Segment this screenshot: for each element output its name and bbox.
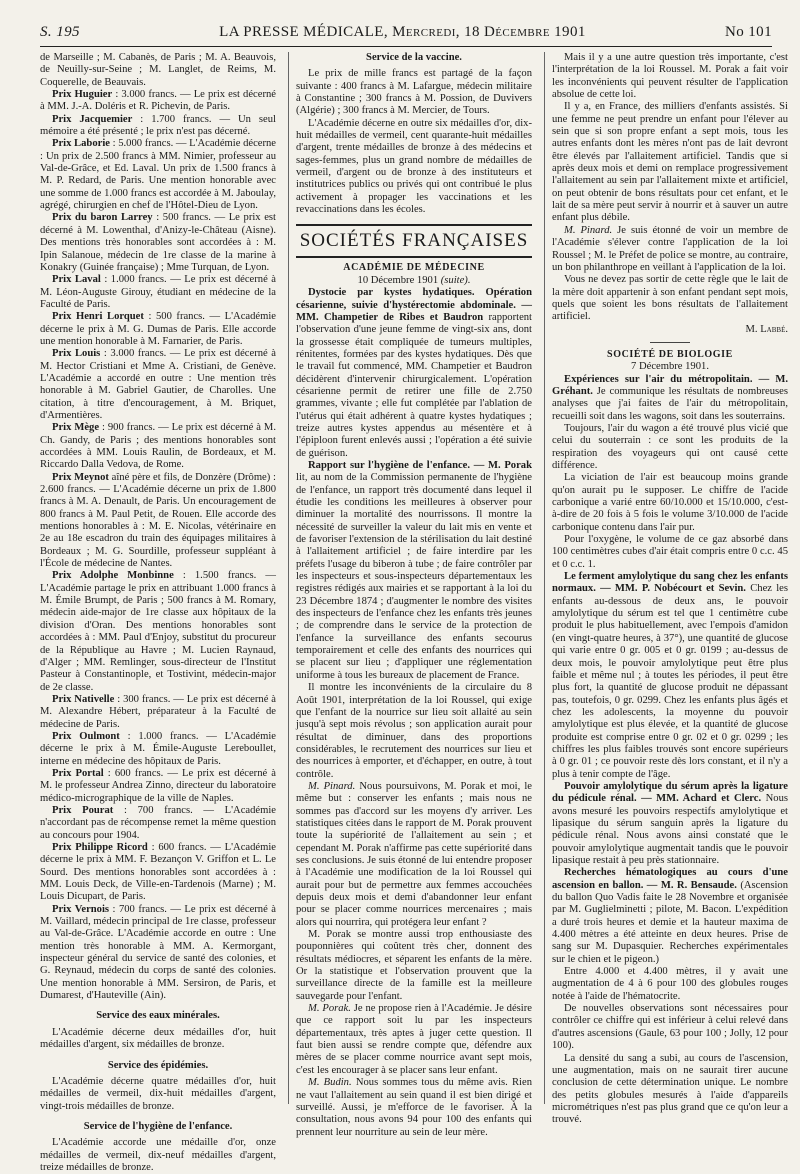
prize-entry	[40, 768, 276, 805]
communication-text: (Ascension du ballon Quo Vadis faite le 28 Novembre et organisée par M. Guglielminetti ; pilote, M. Bacon. L'expédition a duré trois heures et demie et la hauteur maxima de 4.400 mètres a été atteinte en deux heures. Prise de sang sur M. Dupasquier. Recherches expérimentales sur le chien et le pigeon.)	[552, 879, 788, 965]
prize-name: Prix Laval	[52, 274, 101, 286]
communication	[296, 460, 532, 682]
date-text: 10 Décembre 1901	[357, 274, 441, 286]
prize-entry	[40, 348, 276, 422]
date-suffix: (suite).	[440, 274, 471, 286]
prize-entry	[40, 904, 276, 1003]
column-right	[552, 52, 788, 1126]
prize-entry	[40, 570, 276, 693]
prize-text: : 600 francs. — L'Académie décerne le prix à MM. F. Bezançon V. Griffon et L. Le Sourd. Des mentions honorables sont accordées à : MM. Louis Deck, de Ville-en-Tardenois (Marne) ; M. Louis Dicupart, de Paris.	[40, 842, 276, 903]
communication-text: Je communique les résultats de nombreuses analyses que j'ai faites de l'air du métropolitain, recueilli soit dans les wagons, soit dans les souterrains.	[552, 385, 788, 422]
prize-name: Prix Louis	[52, 348, 101, 360]
prize-entry	[40, 731, 276, 768]
journal-title: LA PRESSE MÉDICALE, Mercredi, 18 Décembre 1901	[219, 24, 586, 40]
communication-text: Chez les enfants au-dessous de deux ans, le pouvoir amylolytique du sérum est tel que 1 centimètre cube produit le plus habituellement, avec l'empois d'amidon (en vingt-quatre heures, à 37°), une quantité de glucose qui varie entre 0 gr. 005 et 0 gr. 0199 ; au-dessus de deux mois, le pouvoir amylolytique peut être plus faible et même nul ; à toutes les périodes, il peut être plus fort, la quantité de glucose produit ne dépassant pas, toutefois, 0 gr. 0299. Chez les enfants plus âgés et chez les adolescents, la moyenne du pouvoir amylolytique est plus élevée, et la quantité de glucose produite est comprise entre 0 gr. 02 et 0 gr. 0299 ; les chiffres les plus faibles trouvés sont encore supérieurs à 0 gr. 01 ; ce pouvoir reste dès lors constant, et il n'y a plus à tenir compte de l'âge.	[552, 583, 788, 780]
communication-text: Nous avons mesuré les pouvoirs respectifs amylolytique et lipasique du sérum sanguin après la ligature du pédicule rénal. Nous avons ainsi constaté que le pouvoir amylolytique augmentait tandis que le pouvoir lipasique restait à peu près stationnaire.	[552, 793, 788, 866]
communication-title: Recherches hématologiques au cours d'une ascension en ballon. — M. R. Bensaude.	[552, 867, 788, 891]
paragraph: Il montre les inconvénients de la circulaire du 8 Août 1901, interprétation de la loi Roussel, qui exige que l'enfant de la nourrice sur lieu soit allaité au sein jusqu'à sept mois révolus ; son application aurait pour résultat de diminuer, dans des proportions considérables, le recrutement des nourrices sur lieu et des nourrices à emporter, et d'échapper, en outre, à tout contrôle.	[296, 682, 532, 780]
prize-text: : 900 francs. — Le prix est décerné à M. Ch. Gandy, de Paris ; des mentions honorables sont accordées à MM. Louis Raulin, de Bordeaux, et M. Riccardo Dalla Vedova, de Rome.	[40, 422, 276, 471]
prize-text: aîné père et fils, de Donzère (Drôme) : 2.600 francs. — L'Académie décerne un prix de 1.800 francs à M. A. Denault, de Paris. Un encouragement de 800 francs à M. Paul Petit, de Rouen. Elle accorde des mentions honorables à : M. E. Nicolas, vétérinaire en 2e au 18e escadron du train des équipages militaires à Bordeaux ; M. G. Sourdille, professeur suppléant à l'École de médecine de Nantes.	[40, 471, 276, 570]
paragraph: M. Porak se montre aussi trop enthousiaste des pouponnières qui coûtent très cher, donnent des résultats médiocres, et séparent les enfants de la mère. Or la statistique et l'observation prouvent que la surveillance directe de la famille est la meilleure sauvegarde pour l'enfant.	[296, 929, 532, 1002]
prize-text: : 1.700 francs. — Un seul mémoire a été présenté ; le prix n'est pas décerné.	[40, 113, 276, 138]
discussion-text: Nous poursuivons, M. Porak et moi, le même but : conserver les enfants ; mais nous ne sommes pas d'accord sur les moyens d'y arriver. Les statistiques citées dans le rapport de M. Porak prouvent toute la supériorité de l'allaitement au sein ; et cependant M. Porak n'affirme pas cette supériorité dans ses conclusions. Je suis étonné de lui entendre proposer à l'Académie une modification de la loi Roussel qui aurait pour but de permettre aux femmes accouchées depuis deux mois et demi d'abandonner leur enfant pour se placer comme nourrices mercenaires ; mais alors qui nourrira, qui protégera leur enfant ?	[296, 780, 532, 928]
communication-title: Expériences sur l'air du métropolitain. — M. Gréhant.	[552, 373, 788, 397]
prize-entry	[40, 311, 276, 348]
communication	[552, 781, 788, 867]
column-left	[40, 52, 277, 1173]
paragraph: L'Académie décerne en outre six médailles d'or, dix-huit médailles de vermeil, cent quarante-huit médailles d'argent, trente médailles de bronze à des médecins et sages-femmes, plus un grand nombre de médailles de vermeil, d'argent ou de bronze à des instituteurs et institutrices publics ou privés qui ont contribué le plus activement à propager les vaccinations et les revaccinations dans les écoles.	[296, 117, 532, 216]
prize-entry	[40, 842, 276, 904]
prize-text: : 500 francs. — Le prix est décerné à M. Lowenthal, d'Anizy-le-Château (Aisne). Des mentions très honorables sont accordées à : M. Ipin Salanoue, médecin de 1re classe de la marine à Konakry (Guinée française) ; Mme Turquan, de Lyon.	[40, 212, 276, 273]
paragraph: Mais il y a une autre question très importante, c'est l'interprétation de la loi Roussel. M. Porak a fait voir les inconvénients qui peuvent résulter de l'application absolue de cette loi.	[552, 52, 788, 101]
prize-name: Prix Meynot	[52, 471, 109, 483]
communication-title: Le ferment amylolytique du sang chez les enfants normaux. — MM. P. Nobécourt et Sevin.	[552, 571, 788, 595]
prize-entry	[40, 694, 276, 731]
prize-text: : 1.000 francs. — L'Académie décerne le prix à M. Émile-Auguste Lereboullet, interne en médecine des hôpitaux de Paris.	[40, 730, 276, 767]
prize-name: Prix Laborie	[52, 138, 110, 150]
signature: M. Labbé.	[745, 323, 788, 335]
prize-text: : 300 francs. — Le prix est décerné à M. Alexandre Hébert, préparateur à la Faculté de médecine de Paris.	[40, 693, 276, 730]
prize-entry	[40, 805, 276, 842]
communication	[552, 867, 788, 966]
speaker: M. Porak.	[308, 1003, 351, 1015]
communication	[552, 374, 788, 423]
issue-number: No 101	[725, 24, 772, 40]
paragraph: L'Académie accorde une médaille d'or, onze médailles de vermeil, dix-neuf médailles d'argent, treize médailles de bronze.	[40, 1137, 276, 1173]
paragraph: Entre 4.000 et 4.400 mètres, il y avait une augmentation de 4 à 6 pour 100 des globules rouges notée à l'aide de l'hématocrite.	[552, 966, 788, 1002]
prize-name: Prix Huguier	[52, 89, 113, 101]
section-heading: Service des eaux minérales.	[96, 1010, 220, 1022]
paragraph: La viciation de l'air est beaucoup moins grande qu'on aurait pu le supposer. Le chiffre de l'acide carbonique a varié entre 60/10.000 et 15/10.000, c'est-à-dire de 20 fois à 5 fois le volume 3/10.000 de l'acide carbonique contenu dans l'air pur.	[552, 472, 788, 533]
communication-title: Rapport sur l'hygiène de l'enfance. — M. Porak	[308, 459, 532, 471]
speaker: M. Pinard.	[308, 780, 356, 792]
prize-entry	[40, 274, 276, 311]
speaker: M. Budin.	[308, 1077, 352, 1089]
column-divider	[288, 52, 289, 1104]
prize-name: Prix Oulmont	[52, 730, 120, 742]
prize-text: : 3.000 francs. — Le prix est décerné à MM. J.-A. Doléris et R. Pichevin, de Paris.	[40, 89, 276, 113]
prize-entry	[40, 89, 276, 114]
column-middle	[296, 52, 533, 1138]
prize-name: Prix Philippe Ricord	[52, 842, 148, 853]
section-heading: Service de la vaccine.	[366, 52, 462, 63]
prize-text: : 700 francs. — L'Académie n'accordant pas de récompense remet la même question au concours pour 1904.	[40, 804, 276, 841]
section-heading: Service des épidémies.	[107, 1059, 209, 1071]
communication-text: lit, au nom de la Commission permanente de l'hygiène de l'enfance, un rapport très documenté dans lequel il étudie les conditions les meilleures à observer pour diminuer la mortalité des nourrissons. Il montre la nécessité de surveiller la valeur du lait mis en vente et de favoriser l'extension de la stérilisation du lait destiné à l'allaitement artificiel ; de faire interdire par les préfets l'usage du biberon à tube ; de faire contrôler par les inspecteurs et sous-inspecteurs départementaux les registres rédigés aux mairies et se rapportant à la loi du 23 Décembre 1874 ; d'augmenter le nombre des visites des inspecteurs de l'enfance chez les enfants très jeunes ; de comprendre dans le service de la protection de l'enfance la surveillance des enfants secourus temporairement et celle des enfants des nourrices qui se placent sur lieu ; d'appliquer une réglementation uniforme à tous les bureaux de placement de France.	[296, 472, 532, 681]
discussion-text: Je suis étonné de voir un membre de l'Académie s'élever contre l'application de la loi Roussel ; M. le Préfet de police se montre, au contraire, un bon philanthrope en veillant à l'application de la loi.	[552, 224, 788, 273]
prize-text: : 1.000 francs. — Le prix est décerné à M. Léon-Auguste Girouy, étudiant en médecine de la Faculté de Paris.	[40, 274, 276, 310]
prize-text: : 3.000 francs. — Le prix est décerné à M. Hector Cristiani et Mme A. Cristiani, de Genève. L'Académie a accordé en outre : Une mention très honorable à M. Gabriel Gautier, de Charolles. Une citation, à titre d'encouragement, à M. Briquet, d'Armentières.	[40, 348, 276, 421]
prize-name: Prix du baron Larrey	[52, 212, 153, 224]
session-date: 7 Décembre 1901.	[631, 361, 709, 373]
prize-text: : 5.000 francs. — L'Académie décerne : Un prix de 2.500 francs à MM. Nimier, professeur au Val-de-Grâce, et Ed. Laval. Un prix de 1.500 francs à M. P. Redard, de Paris. Une mention honorable avec une somme de 1.000 francs est accordée à M. Jaboulay, agrégé, chirurgien en chef de l'Hôtel-Dieu de Lyon.	[40, 138, 277, 212]
speaker: M. Pinard.	[564, 224, 613, 236]
prize-name: Prix Mège	[52, 422, 100, 434]
discussion	[296, 1077, 532, 1139]
society-heading: SOCIÉTÉ DE BIOLOGIE	[607, 348, 733, 360]
discussion-text: Je ne propose rien à l'Académie. Je désire que ce rapport soit lu par les inspecteurs départementaux, très aptes à juger cette question. Il faut bien aussi se rendre compte que, défendre aux mères de se placer comme nourrice avant sept mois, c'est les encourager à se placer sans leur enfant.	[296, 1003, 532, 1076]
header-rule	[40, 46, 772, 47]
prize-entry	[40, 422, 276, 471]
separator	[650, 342, 690, 343]
section-heading: Service de l'hygiène de l'enfance.	[83, 1120, 233, 1132]
prize-name: Prix Pourat	[52, 804, 114, 816]
communication-text: rapportent l'observation d'une jeune femme de vingt-six ans, dont la grossesse était compliquée de tumeurs multiples, rénitentes, formées par des kystes hydatiques. Dès que le travail fut commencé, MM. Champetier et Baudron décidèrent d'intervenir chirurgicalement. L'opération césarienne permit de retirer une fille de 2.750 grammes, vivante ; elle fut complétée par l'ablation de l'utérus qui était adhérent à quatre kystes hydatiques ; treize autres kystes appendus au mésentère et à l'épiploon furent enlevés aussi ; l'opération a été suivie de guérison.	[296, 311, 533, 459]
paragraph: de Marseille ; M. Cabanès, de Paris ; M. A. Beauvois, de Neuilly-sur-Seine ; M. Langlet, de Reims, M. Coquerelle, de Beauvais.	[40, 52, 276, 88]
prize-name: Prix Portal	[52, 767, 104, 779]
paragraph: Pour l'oxygène, le volume de ce gaz absorbé dans 100 centimètres cubes d'air était compris entre 0 c.c. 45 et 0 c.c. 1.	[552, 534, 788, 570]
paragraph: Toujours, l'air du wagon a été trouvé plus vicié que celui du souterrain : ce sont les produits de la respiration des voyageurs qui ont causé cette différence.	[552, 422, 788, 471]
paragraph: De nouvelles observations sont nécessaires pour contrôler ce chiffre qui est inférieur à celui relevé dans d'autres ascensions (Gaule, 63 pour 100 ; Jolly, 12 pour 100).	[552, 1003, 788, 1052]
prize-entry	[40, 212, 276, 274]
discussion	[296, 781, 532, 929]
prize-entry	[40, 472, 276, 571]
societies-banner: SOCIÉTÉS FRANÇAISES	[296, 224, 532, 258]
prize-name: Prix Vernois	[52, 903, 110, 915]
column-divider	[544, 52, 545, 1104]
prize-text: : 500 francs. — L'Académie décerne le prix à M. G. Dumas de Paris. Elle accorde une mention honorable à M. Farnarier, de Paris.	[40, 311, 276, 347]
prize-name: Prix Jacquemier	[52, 113, 133, 125]
communication	[552, 571, 788, 781]
prize-name: Prix Nativelle	[52, 693, 115, 705]
page-number: S. 195	[40, 24, 80, 40]
prize-name: Prix Henri Lorquet	[52, 311, 144, 323]
communication	[296, 287, 532, 460]
discussion	[552, 225, 788, 274]
academy-heading: ACADÉMIE DE MÉDECINE	[343, 262, 485, 274]
prize-text: : 600 francs. — Le prix est décerné à M. le professeur Andrea Zinno, directeur du laboratoire médico-micrographique de la ville de Naples.	[40, 767, 276, 804]
paragraph: L'Académie décerne deux médailles d'or, huit médailles d'argent, six médailles de bronze.	[40, 1026, 276, 1051]
paragraph: La densité du sang a subi, au cours de l'ascension, une augmentation, mais on ne saurait tirer aucune conclusion de cette détermination unique. Le nombre des petits globules mesurés à l'aide d'appareils micrométriques n'est pas plus grand que ce qu'on leur a trouvé.	[552, 1052, 788, 1126]
communication-title: Dystocie par kystes hydatiques. Opération césarienne, suivie d'hystérectomie abdominale. — MM. Champetier de Ribes et Baudron	[296, 287, 532, 323]
prize-text: : 1.500 francs. — L'Académie partage le prix en attribuant 1.000 francs à M. Émile Brumpt, de Paris ; 500 francs à M. Romary, médecin aide-major de 1re classe aux hôpitaux de la division d'Oran. Des mentions honorables sont accordées à : MM. Paul d'Enjoy, substitut du procureur de la République au Havre ; M. Lucien Raynaud, d'Alger ; MM. Remlinger, sous-directeur de l'Institut Pasteur à Constantinople, et Tostivint, médecin-major de 2e classe.	[40, 570, 277, 693]
paragraph: Vous ne devez pas sortir de cette règle que le lait de la mère doit appartenir à son enfant pendant sept mois, quels que soient les bons résultats de l'allaitement artificiel.	[552, 274, 788, 323]
prize-text: : 700 francs. — Le prix est décerné à M. Vaillard, médecin principal de 1re classe, professeur au Val-de-Grâce. L'Académie accorde en outre : Une mention très honorable à MM. A. Kermorgant, inspecteur général du service de santé des colonies, et G. Reynaud, médecin du corps de santé des colonies. Une mention honorable à MM. Sersiron, de Paris, et Dumarest, d'Hauteville (Ain).	[40, 903, 276, 1002]
prize-entry	[40, 138, 276, 212]
paragraph: Le prix de mille francs est partagé de la façon suivante : 400 francs à M. Lafargue, médecin militaire à Constantine ; 300 francs à M. Possion, de Duvivers (Algérie) ; 300 francs à M. Mercier, de Tours.	[296, 68, 532, 117]
paragraph: L'Académie décerne quatre médailles d'or, huit médailles de vermeil, dix-huit médailles d'argent, vingt-trois médailles de bronze.	[40, 1075, 276, 1112]
discussion-text: Nous sommes tous du même avis. Rien ne vaut l'allaitement au sein quand il est bien dirigé et surveillé. Aussi, je m'efforce de le favoriser. À la consultation, nous avons 94 pour 100 des enfants qui prennent leur nourriture au sein de leur mère.	[296, 1077, 532, 1138]
paragraph: Il y a, en France, des milliers d'enfants assistés. Si une femme ne peut prendre un enfant pour l'élever au sein que si son propre enfant a sept mois, tous les autres enfants dont les mères n'ont pas de lait devront être élevés par l'allaitement artificiel. Tandis que si après deux mois et demi on remplace progressivement l'allaitement au sein par l'allaitement mixte et artificiel, on peut obtenir de bons résultats pour cet enfant, et le lait de sa mère peut servir à nourrir et à sauver un autre enfant plus débile.	[552, 101, 788, 224]
prize-entry	[40, 114, 276, 139]
session-date	[296, 275, 532, 287]
communication-title: Pouvoir amylolytique du sérum après la ligature du pédicule rénal. — MM. Achard et Clerc.	[552, 780, 788, 805]
prize-name: Prix Adolphe Monbinne	[52, 570, 174, 582]
page-header	[40, 24, 772, 46]
discussion	[296, 1003, 532, 1077]
